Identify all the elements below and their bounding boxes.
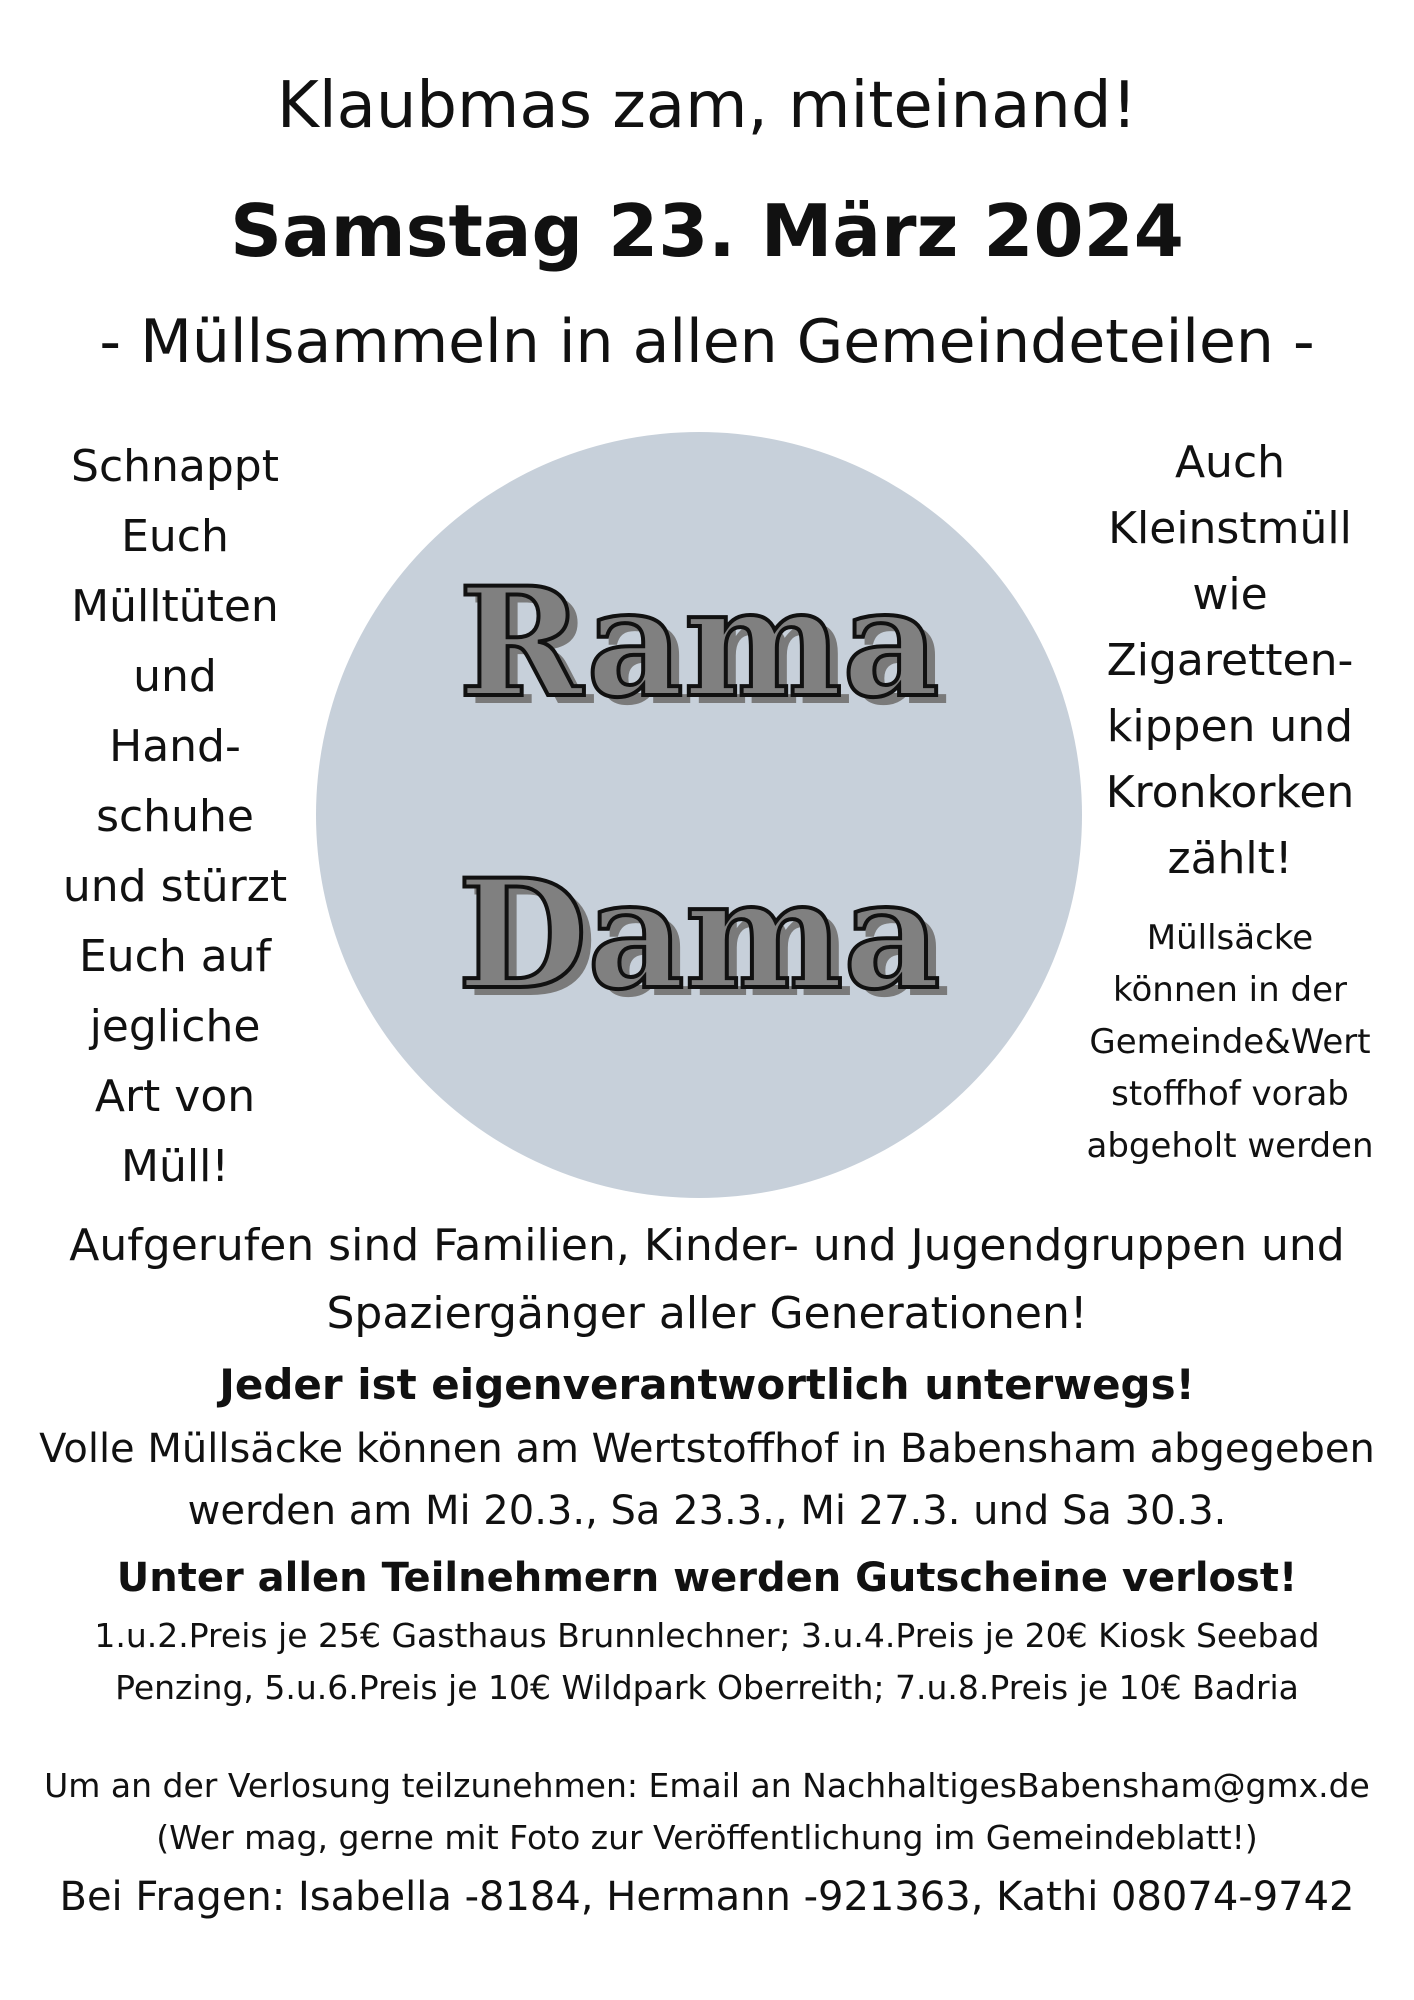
note-line: stoffhof vorab: [1111, 1074, 1349, 1114]
logo-circle: [316, 432, 1082, 1198]
left-line: und stürzt: [62, 861, 288, 912]
logo-word-dama: Dama: [457, 847, 941, 1023]
logo-word-rama: Rama: [458, 555, 940, 731]
left-line: Hand-: [109, 721, 241, 772]
right-line: kippen und: [1106, 701, 1354, 752]
raffle-info: [0, 1760, 1414, 1864]
left-line: schuhe: [96, 791, 254, 842]
right-line: Zigaretten-: [1106, 635, 1354, 686]
right-note: [1080, 912, 1380, 1172]
note-line: Müllsäcke: [1146, 918, 1314, 958]
left-line: Mülltüten: [71, 581, 279, 632]
contact-info: Bei Fragen: Isabella -8184, Hermann -921363, Kathi 08074-9742: [59, 1874, 1355, 1920]
right-line: Kronkorken: [1105, 767, 1355, 818]
right-line: zählt!: [1167, 833, 1293, 884]
left-line: Euch: [121, 511, 229, 562]
call-to-action: [0, 1212, 1414, 1348]
dropoff-line: werden am Mi 20.3., Sa 23.3., Mi 27.3. und Sa 30.3.: [187, 1488, 1227, 1534]
right-line: wie: [1192, 569, 1268, 620]
event-date: Samstag 23. März 2024: [230, 189, 1184, 273]
right-line: Kleinstmüll: [1108, 503, 1352, 554]
raffle-line: Um an der Verlosung teilzunehmen: Email an NachhaltigesBabensham@gmx.de: [44, 1766, 1370, 1805]
headline: Klaubmas zam, miteinand!: [276, 69, 1138, 143]
raffle-line: (Wer mag, gerne mit Foto zur Veröffentlichung im Gemeindeblatt!): [156, 1818, 1258, 1857]
left-line: jegliche: [89, 1001, 261, 1052]
right-line: Auch: [1174, 437, 1286, 488]
prizes-list: [0, 1610, 1414, 1714]
left-line: Art von: [94, 1071, 256, 1122]
prizes-line: Penzing, 5.u.6.Preis je 10€ Wildpark Oberreith; 7.u.8.Preis je 10€ Badria: [115, 1668, 1299, 1707]
left-line: und: [133, 651, 217, 702]
left-instructions: [40, 432, 310, 1202]
subtitle: - Müllsammeln in allen Gemeindeteilen -: [99, 307, 1315, 377]
note-line: können in der: [1113, 970, 1347, 1010]
note-line: abgeholt werden: [1086, 1126, 1374, 1166]
left-line: Euch auf: [78, 931, 272, 982]
call-line: Spaziergänger aller Generationen!: [326, 1288, 1088, 1339]
responsibility-note: Jeder ist eigenverantwortlich unterwegs!: [219, 1360, 1195, 1409]
dropoff-info: [0, 1418, 1414, 1542]
note-line: Gemeinde&Wert: [1089, 1022, 1371, 1062]
call-line: Aufgerufen sind Familien, Kinder- und Jugendgruppen und: [69, 1220, 1345, 1271]
right-info: [1080, 430, 1380, 892]
left-line: Schnappt: [71, 441, 279, 492]
prizes-title: Unter allen Teilnehmern werden Gutscheine verlost!: [116, 1555, 1298, 1601]
left-line: Müll!: [121, 1141, 229, 1192]
prizes-line: 1.u.2.Preis je 25€ Gasthaus Brunnlechner; 3.u.4.Preis je 20€ Kiosk Seebad: [94, 1616, 1320, 1655]
dropoff-line: Volle Müllsäcke können am Wertstoffhof in Babensham abgegeben: [39, 1426, 1375, 1472]
